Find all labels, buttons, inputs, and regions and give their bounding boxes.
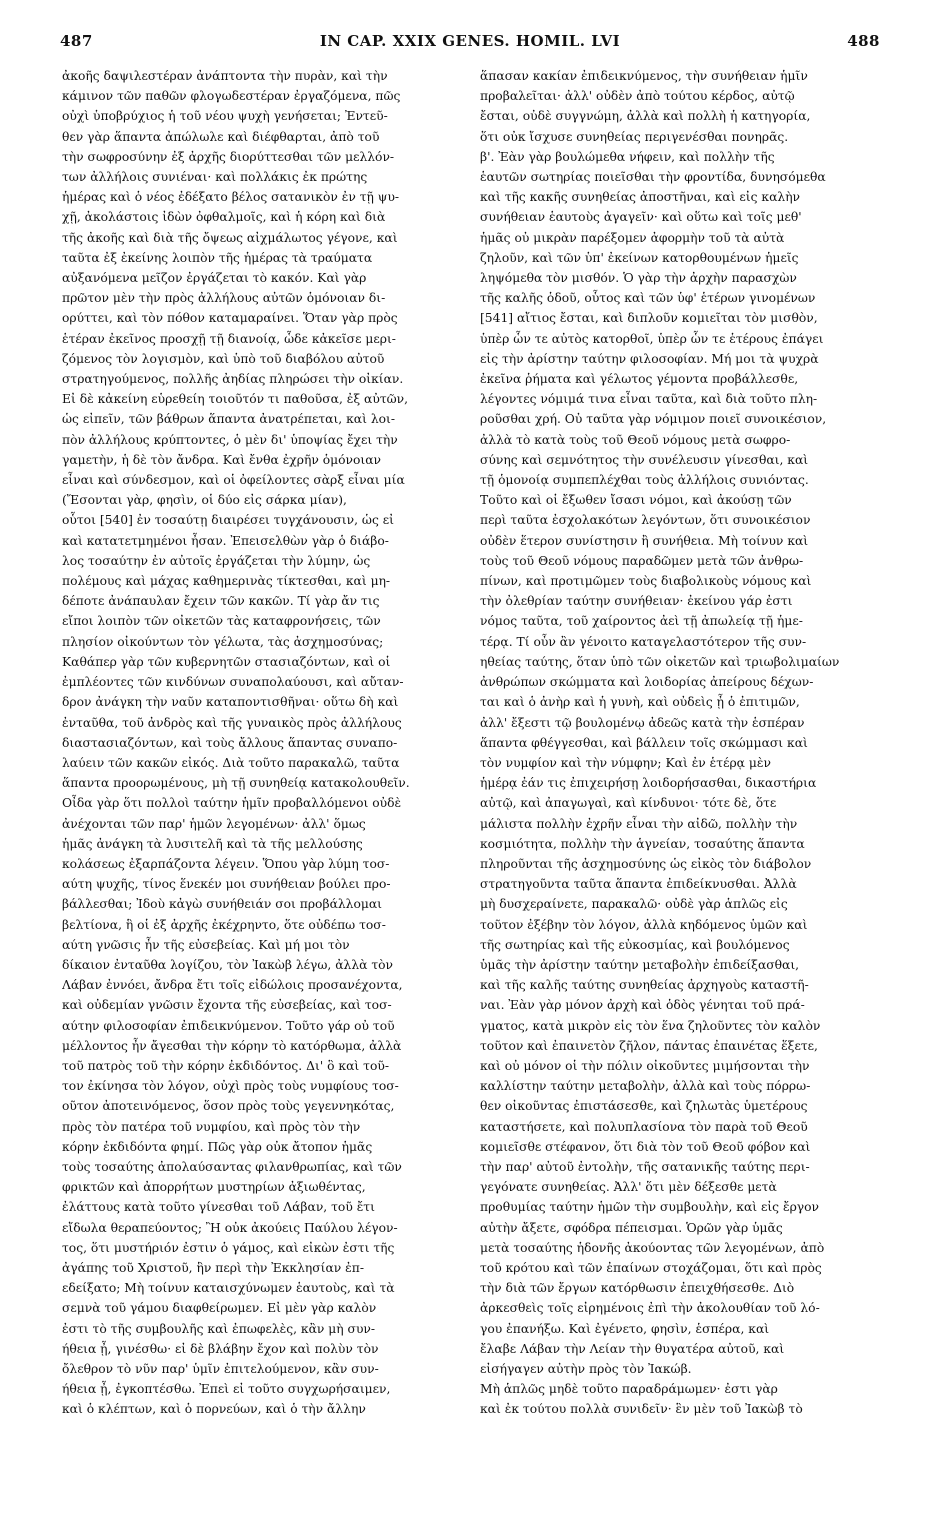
text-line: τὴν διὰ τῶν ἔργων κατόρθωσιν ἐπειχθήσεσθε. Διὸ — [480, 1281, 795, 1296]
text-line: πρὸς τὸν πατέρα τοῦ νυμφίου, καὶ πρὸς τὸν τὴν — [62, 1119, 361, 1134]
text-line: τοῦτον καὶ ἐπαινετὸν ζῆλον, πάντας ἐπαινέτας ἕξετε, — [480, 1038, 818, 1053]
text-line: ζόμενος τὸν λογισμὸν, καὶ ὑπὸ τοῦ διαβόλου αὐτοῦ — [62, 351, 385, 366]
text-line: τέρᾳ. Τί οὖν ἂν γένοιτο καταγελαστότερον τῆς συν- — [480, 634, 807, 649]
text-line: τον ἐκίνησα τὸν λόγον, οὐχὶ πρὸς τοὺς νυμφίους τοσ- — [62, 1079, 399, 1094]
text-line: τῇ ὁμονοίᾳ συμπεπλέχθαι τοὺς ἀλλήλοις συνιόντας. — [480, 473, 809, 488]
text-line: οὗτοι [540] ἐν τοσαύτῃ διαιρέσει τυγχάνουσιν, ὡς εἰ — [62, 513, 394, 528]
text-line: πρῶτον μὲν τὴν πρὸς ἀλλήλους αὐτῶν ὁμόνοιαν δι- — [62, 291, 386, 306]
text-line: μέλλοντος ἦν ἄγεσθαι τὴν κόρην τὸ κατόρθωμα, ἀλλὰ — [62, 1038, 402, 1053]
text-line: τὴν παρ' αὐτοῦ ἐντολὴν, τῆς σατανικῆς ταύτης περι- — [480, 1159, 810, 1174]
text-line: ἐλάττους κατὰ τοῦτο γίνεσθαι τοῦ Λάβαν, τοῦ ἔτι — [62, 1200, 375, 1215]
text-line: γου ἐπανήξω. Καὶ ἐγένετο, φησὶν, ἑσπέρα, καὶ — [480, 1321, 770, 1336]
text-line: αὐτῷ, καὶ ἀπαγωγαὶ, καὶ κίνδυνοι· τότε δὲ, ὅτε — [480, 796, 777, 811]
text-line: τὴν ὀλεθρίαν ταύτην συνήθειαν· ἐκείνου γάρ ἐστι — [480, 594, 793, 609]
text-line: στρατηγούμενος, πολλῆς ἀηδίας πληρώσει τὴν οἰκίαν. — [62, 372, 404, 387]
text-line: τοῦ πατρὸς τοῦ τὴν κόρην ἐκδιδόντος. Δι' ὃ καὶ τοῦ- — [62, 1058, 389, 1073]
text-line: Καθάπερ γὰρ τῶν κυβερνητῶν στασιαζόντων, καὶ οἱ — [62, 654, 391, 669]
right-text-column — [480, 66, 883, 1420]
text-line: τοῦ κρότου καὶ τῶν ἐπαίνων στοχάζομαι, ὅτι καὶ πρὸς — [480, 1260, 822, 1275]
text-line: δρον ἀνάγκη τὴν ναῦν καταποντισθῆναι· οὕτω δὴ καὶ — [62, 695, 399, 710]
text-line: τοὺς τοσαύτης ἀπολαύσαντας φιλανθρωπίας, καὶ τῶν — [62, 1159, 402, 1174]
text-line: γαμετὴν, ἡ δὲ τὸν ἄνδρα. Καὶ ἔνθα ἐχρῆν ὁμόνοιαν — [62, 452, 382, 467]
text-line: ὡς εἰπεῖν, τῶν βάθρων ἅπαντα ἀνατρέπεται, καὶ λοι- — [62, 412, 396, 427]
text-line: ήθεια ᾖ, ἐγκοπτέσθω. Ἐπεὶ εἰ τοῦτο συγχωρήσαιμεν, — [62, 1382, 391, 1397]
text-line: λαύειν τῶν κακῶν εἰκός. Διὰ τοῦτο παρακαλῶ, ταῦτα — [62, 755, 400, 770]
text-line: καὶ ἐκ τούτου πολλὰ συνιδεῖν· ἓν μὲν τοῦ Ἰακὼβ τὸ — [480, 1402, 803, 1417]
running-title: IN CAP. XXIX GENES. HOMIL. LVI — [319, 32, 621, 50]
text-line: σεμνὰ τοῦ γάμου διαφθείρωμεν. Εἰ μὲν γὰρ καλὸν — [62, 1301, 377, 1316]
text-line: θεν γὰρ ἅπαντα ἀπώλωλε καὶ διέφθαρται, ἀπὸ τοῦ — [62, 129, 380, 144]
text-line: εἰσήγαγεν αὐτὴν πρὸς τὸν Ἰακώβ. — [480, 1362, 692, 1376]
text-line: ὄλεθρον τὸ νῦν παρ' ὑμῖν ἐπιτελούμενον, κἂν συν- — [62, 1362, 379, 1376]
text-line: καὶ τῆς καλῆς ταύτης συνηθείας ἀρχηγοὺς καταστῆ- — [480, 978, 809, 993]
text-line: αύτη ψυχῆς, τίνος ἕνεκέν μοι συνήθειαν βούλει προ- — [62, 877, 391, 892]
text-line: μὴ δυσχεραίνετε, παρακαλῶ· οὐδὲ γὰρ ἁπλῶς εἰς — [480, 897, 788, 912]
text-line: ήθεια ᾖ, γινέσθω· εἰ δὲ βλάβην ἔχον καὶ πολὺν τὸν — [62, 1341, 379, 1356]
text-line: β'. Ἐὰν γὰρ βουλώμεθα νήφειν, καὶ πολλὴν τῆς — [480, 149, 775, 164]
text-line: ἀνθρώπων σκώμματα καὶ λοιδορίας ἀπείρους δέχων- — [480, 675, 814, 690]
text-line: καλλίστην ταύτην μεταβολὴν, ἀλλὰ καὶ τοὺς πόρρω- — [480, 1079, 811, 1094]
text-line: ηθείας ταύτης, ὅταν ὑπὸ τῶν οἰκετῶν καὶ τριωβολιμαίων — [480, 654, 840, 669]
text-line: Τοῦτο καὶ οἱ ἔξωθεν ἴσασι νόμοι, καὶ ἀκούσῃ τῶν — [480, 493, 792, 508]
text-line: ἡμέρας καὶ ὁ νέος ἐδέξατο βέλος σατανικὸν ἐν τῇ ψυ- — [62, 190, 400, 205]
text-line: προθυμίας ταύτην ἡμῶν τὴν συμβουλὴν, καὶ εἰς ἔργον — [480, 1200, 820, 1215]
text-line: τῆς καλῆς ὁδοῦ, οὗτος καὶ τῶν ὑφ' ἑτέρων γινομένων — [480, 291, 816, 306]
text-line: των ἀλλήλοις συνιέναι· καὶ πολλάκις ἐκ πρώτης — [62, 170, 368, 185]
text-line: [541] αἴτιος ἔσται, καὶ διπλοῦν κομιεῖται τὸν μισθὸν, — [480, 311, 818, 326]
text-line: ζηλοῦν, καὶ τῶν ὑπ' ἐκείνων κατορθουμένων ἡμεῖς — [480, 250, 799, 265]
text-line: ληψόμεθα τὸν μισθόν. Ὁ γὰρ τὴν ἀρχὴν παρασχὼν — [480, 271, 797, 286]
text-line: τος, ὅτι μυστήριόν ἐστιν ὁ γάμος, καὶ εἰκὼν ἐστι τῆς — [62, 1240, 395, 1255]
text-line: ἐκεῖνα ῥήματα καὶ γέλωτος γέμοντα προβάλλεσθε, — [480, 372, 799, 387]
text-line: κολάσεως ἐξαρπάζοντα λέγειν. Ὅπου γὰρ λύμη τοσ- — [62, 856, 390, 871]
text-line: Μὴ ἁπλῶς μηδὲ τοῦτο παραδράμωμεν· ἐστι γὰρ — [480, 1382, 778, 1397]
page-number-left: 487 — [60, 32, 93, 50]
text-line: σύνης καὶ σεμνότητος τὴν συνέλευσιν γίνεσθαι, καὶ — [480, 452, 809, 467]
text-line: Οἶδα γὰρ ὅτι πολλοὶ ταύτην ἡμῖν προβαλλόμενοι οὐδὲ — [62, 796, 402, 811]
text-line: τῆς ἀκοῆς καὶ διὰ τῆς ὄψεως αἰχμάλωτος γέγονε, καὶ — [62, 230, 398, 245]
text-line: λος τοσαύτην ἐν αὐτοῖς ἐργάζεται τὴν λύμην, ὡς — [62, 553, 371, 568]
text-line: καὶ οὐ μόνον οἱ τὴν πόλιν οἰκοῦντες μιμήσονται τὴν — [480, 1058, 810, 1073]
text-line: νόμος ταῦτα, τοῦ χαίροντος ἀεὶ τῇ ἀπωλείᾳ τῇ ἡμε- — [480, 614, 803, 629]
text-line: αύτην φιλοσοφίαν ἐπιδεικνύμενον. Τοῦτο γάρ οὐ τοῦ — [62, 1018, 395, 1033]
text-line: τοὺς τοῦ Θεοῦ νόμους παραδῶμεν μετὰ τῶν ἀνθρω- — [480, 553, 804, 568]
text-line: κομιεῖσθε στέφανον, ὅτι διὰ τὸν τοῦ Θεοῦ φόβον καὶ — [480, 1139, 811, 1154]
text-line: γματος, κατὰ μικρὸν εἰς τὸν ἕνα ζηλοῦντες τὸν καλὸν — [480, 1018, 821, 1033]
text-line: δίκαιον ἐνταῦθα λογίζου, τὸν Ἰακὼβ λέγω, ἀλλὰ τὸν — [62, 957, 394, 972]
text-line: εἴδωλα θεραπεύοντος; Ἢ οὐκ ἀκούεις Παύλου λέγον- — [62, 1220, 398, 1235]
text-line: εἰς τὴν ἀρίστην ταύτην φιλοσοφίαν. Μή μοι τὰ ψυχρὰ — [480, 351, 819, 366]
text-line: ἑτέραν ἐκεῖνος προσχῇ τῇ διανοίᾳ, ὧδε κἀκεῖσε μερι- — [62, 331, 396, 346]
text-line: ροῦσθαι χρή. Οὐ ταῦτα γὰρ νόμιμον ποιεῖ συνοικέσιον, — [480, 412, 827, 427]
text-line: ναι. Ἐὰν γὰρ μόνον ἀρχὴ καὶ ὁδὸς γένηται τοῦ πρά- — [480, 998, 805, 1013]
text-line: ἑαυτῶν σωτηρίας ποιεῖσθαι τὴν φροντίδα, δυνησόμεθα — [480, 170, 826, 185]
text-line: καὶ ὁ κλέπτων, καὶ ὁ πορνεύων, καὶ ὁ τὴν ἄλλην — [62, 1402, 366, 1417]
text-line: στρατηγοῦντα ταῦτα ἅπαντα ἐπιδείκνυσθαι. Ἀλλὰ — [480, 877, 797, 892]
text-line: αὐτὴν ἄξετε, σφόδρα πέπεισμαι. Ὁρῶν γὰρ ὑμᾶς — [480, 1220, 783, 1235]
text-line: ἀρκεσθεὶς τοῖς εἰρημένοις ἐπὶ τὴν ἀκολουθίαν τοῦ λό- — [480, 1301, 820, 1316]
text-line: γεγόνατε συνηθείας. Ἀλλ' ὅτι μὲν δέξεσθε μετὰ — [480, 1180, 777, 1195]
text-line: βελτίονα, ἣ οἱ ἐξ ἀρχῆς ἐκέχρηντο, ὅτε οὐδέπω τοσ- — [62, 917, 386, 932]
text-line: κάμινον τῶν παθῶν φλογωδεστέραν ἐργαζόμενα, πῶς — [62, 89, 401, 104]
text-line: εδείξατο; Μὴ τοίνυν καταισχύνωμεν ἑαυτοὺς, καὶ τὰ — [62, 1281, 395, 1296]
text-line: δέποτε ἀνάπαυλαν ἔχειν τῶν κακῶν. Τί γὰρ ἄν τις — [62, 594, 380, 609]
text-line: θεν οἰκοῦντας ἐπιστάσεσθε, καὶ ζηλωτὰς ὑμετέρους — [480, 1099, 808, 1114]
text-line: ται καὶ ὁ ἀνὴρ καὶ ἡ γυνὴ, καὶ οὐδεὶς ᾖ ὁ ἐπιτιμῶν, — [480, 695, 800, 710]
text-line: τὴν σωφροσύνην ἐξ ἀρχῆς διορύττεσθαι τῶν μελλόν- — [62, 149, 395, 164]
text-line: Εἰ δὲ κἀκείνη εὑρεθείη τοιοῦτόν τι παθοῦσα, ἐξ αὐτῶν, — [62, 392, 409, 407]
text-line: (Ἔσονται γὰρ, φησὶν, οἱ δύο εἰς σάρκα μίαν), — [62, 493, 347, 508]
text-line: τῆς σωτηρίας καὶ τῆς εὐκοσμίας, καὶ βουλόμενος — [480, 937, 790, 952]
text-line: πλησίον οἰκούντων τὸν γέλωτα, τὰς ἀσχημοσύνας; — [62, 634, 384, 649]
text-line: οὐχὶ ὑποβρύχιος ἡ τοῦ νέου ψυχὴ γενήσεται; Ἐντεῦ- — [62, 109, 388, 124]
text-line: ἀνέχονται τῶν παρ' ἡμῶν λεγομένων· ἀλλ' ὅμως — [62, 816, 366, 831]
text-line: Λάβαν ἐννόει, ἄνδρα ἔτι τοῖς εἰδώλοις προσανέχοντα, — [62, 978, 403, 993]
text-line: οὐδὲν ἕτερον συνίστησιν ἢ συνήθεια. Μὴ τοίνυν καὶ — [480, 533, 809, 548]
text-line: καταστήσετε, καὶ πολυπλασίονα τὸν παρὰ τοῦ Θεοῦ — [480, 1119, 808, 1134]
text-line: ορύττει, καὶ τὸν πόθον καταμαραίνει. Ὅταν γὰρ πρὸς — [62, 311, 398, 326]
text-line: χῇ, ἀκολάστοις ἰδὼν ὀφθαλμοῖς, καὶ ἡ κόρη καὶ διὰ — [62, 210, 386, 225]
text-line: ἐμπλέοντες τῶν κινδύνων συναπολαύουσι, καὶ αὔταν- — [62, 675, 404, 690]
text-line: συνήθειαν ἑαυτοὺς ἀγαγεῖν· καὶ οὕτω καὶ τοῖς μεθ' — [480, 210, 802, 225]
text-line: τοῦτον ἐξέβην τὸν λόγον, ἀλλὰ κηδόμενος ὑμῶν καὶ — [480, 917, 808, 932]
text-line: αύτη γνῶσις ἦν τῆς εὐσεβείας. Καὶ μή μοι τὸν — [62, 937, 350, 952]
text-line: ἀγάπης τοῦ Χριστοῦ, ἣν περὶ τὴν Ἐκκλησίαν ἐπ- — [62, 1260, 364, 1275]
text-line: πὸν ἀλλήλους κρύπτοντες, ὁ μὲν δι' ὑποψίας ἔχει τὴν — [62, 432, 398, 447]
text-line: τὸν νυμφίον καὶ τὴν νύμφην; Καὶ ἐν ἑτέρᾳ μὲν — [480, 755, 771, 770]
text-line: εἶναι καὶ σύνδεσμον, καὶ οἱ ὀφείλοντες σὰρξ εἶναι μία — [62, 473, 405, 488]
text-line: ταῦτα ἐξ ἐκείνης λοιπὸν τῆς ἡμέρας τὰ τραύματα — [62, 250, 373, 265]
text-line: ἀκοῆς δαψιλεστέραν ἀνάπτοντα τὴν πυρὰν, καὶ τὴν — [62, 69, 388, 83]
text-line: καὶ τῆς κακῆς συνηθείας ἀποστῆναι, καὶ εἰς καλὴν — [480, 190, 801, 205]
text-line: ἀλλὰ τὸ κατὰ τοὺς τοῦ Θεοῦ νόμους μετὰ σωφρο- — [480, 432, 791, 447]
text-line: ἅπαντα φθέγγεσθαι, καὶ βάλλειν τοῖς σκώμμασι καὶ — [480, 735, 808, 750]
text-line: πολέμους καὶ μάχας καθημερινὰς τίκτεσθαι, καὶ μη- — [62, 574, 391, 589]
left-text-column — [62, 66, 464, 1420]
text-line: καὶ οὐδεμίαν γνῶσιν ἔχοντα τῆς εὐσεβείας, καὶ τοσ- — [62, 998, 392, 1013]
text-line: ἔλαβε Λάβαν τὴν Λείαν τὴν θυγατέρα αὐτοῦ, καὶ — [480, 1341, 785, 1356]
text-line: περὶ ταῦτα ἐσχολακότων λεγόντων, ὅτι συνοικέσιον — [480, 513, 811, 528]
text-line: ἡμᾶς ἀνάγκη τὰ λυσιτελῆ καὶ τὰ τῆς μελλούσης — [62, 836, 363, 851]
text-line: ὑμᾶς τὴν ἀρίστην ταύτην μεταβολὴν ἐπιδείξασθαι, — [480, 957, 800, 972]
text-line: ἡμέρᾳ ἐάν τις ἐπιχειρήσῃ λοιδορήσασθαι, δικαστήρια — [480, 776, 817, 791]
text-line: αὐξανόμενα μεῖζον ἐργάζεται τὸ κακόν. Καὶ γὰρ — [62, 271, 367, 286]
text-line: λέγοντες νόμιμά τινα εἶναι ταῦτα, καὶ διὰ τοῦτο πλη- — [480, 392, 818, 407]
running-header — [60, 32, 880, 62]
text-line: ἅπαντα προορωμένους, μὴ τῇ συνηθείᾳ κατακολουθεῖν. — [62, 776, 410, 791]
text-line: ἀλλ' ἔξεστι τῷ βουλομένῳ ἀδεῶς κατὰ τὴν ἑσπέραν — [480, 715, 805, 730]
text-line: πίνων, καὶ προτιμῶμεν τοὺς διαβολικοὺς νόμους καὶ — [480, 574, 812, 589]
text-line: εἴποι λοιπὸν τῶν οἰκετῶν τὰς καταφρονήσεις, τῶν — [62, 614, 381, 629]
text-line: βάλλεσθαι; Ἰδοὺ κἀγὼ συνήθειάν σοι προβάλλομαι — [62, 897, 382, 912]
text-line: κόρην ἐκδιδόντα φημί. Πῶς γὰρ οὐκ ἄτοπον ἡμᾶς — [62, 1139, 373, 1154]
text-line: καὶ κατατετμημένοι ἦσαν. Ἐπεισελθὼν γὰρ ὁ διάβο- — [62, 533, 389, 548]
text-line: κοσμιότητα, πολλὴν τὴν ἁγνείαν, τοσαύτης ἅπαντα — [480, 836, 805, 851]
text-line: ἅπασαν κακίαν ἐπιδεικνύμενος, τὴν συνήθειαν ἡμῖν — [480, 69, 808, 83]
text-line: μάλιστα πολλὴν ἐχρῆν εἶναι τὴν αἰδῶ, πολλὴν τὴν — [480, 816, 798, 831]
text-line: ἐστι τὸ τῆς συμβουλῆς καὶ ἐπωφελὲς, κἂν μὴ συν- — [62, 1321, 376, 1336]
text-line: φρικτῶν καὶ ἀπορρήτων μυστηρίων ἀξιωθέντας, — [62, 1180, 366, 1195]
text-line: ἐνταῦθα, τοῦ ἀνδρὸς καὶ τῆς γυναικὸς πρὸς ἀλλήλους — [62, 715, 402, 730]
page-number-right: 488 — [847, 32, 880, 50]
text-line: πληροῦνται τῆς ἀσχημοσύνης ὡς εἰκὸς τὸν διάβολον — [480, 856, 812, 871]
text-line: διαστασιαζόντων, καὶ τοὺς ἄλλους ἅπαντας συναπο- — [62, 735, 398, 750]
text-line: ὑπὲρ ὧν τε αὐτὸς κατορθοῖ, ὑπὲρ ὧν τε ἑτέρους ἐπάγει — [480, 331, 824, 346]
text-line: προβαλεῖται· ἀλλ' οὐδὲν ἀπὸ τούτου κέρδος, αὐτῷ — [480, 89, 795, 104]
text-line: ἔσται, οὐδὲ συγγνώμη, ἀλλὰ καὶ πολλὴ ἡ κατηγορία, — [480, 109, 811, 124]
text-line: μετὰ τοσαύτης ἡδονῆς ἀκούοντας τῶν λεγομένων, ἀπὸ — [480, 1240, 825, 1255]
text-line: ἡμᾶς οὐ μικρὰν παρέξομεν ἀφορμὴν τοῦ τὰ αὐτὰ — [480, 230, 785, 245]
text-line: ὅτι οὐκ ἴσχυσε συνηθείας περιγενέσθαι πονηρᾶς. — [480, 129, 789, 144]
text-line: οῦτον ἀποτεινόμενος, ὅσον πρὸς τοὺς γεγεννηκότας, — [62, 1099, 395, 1114]
